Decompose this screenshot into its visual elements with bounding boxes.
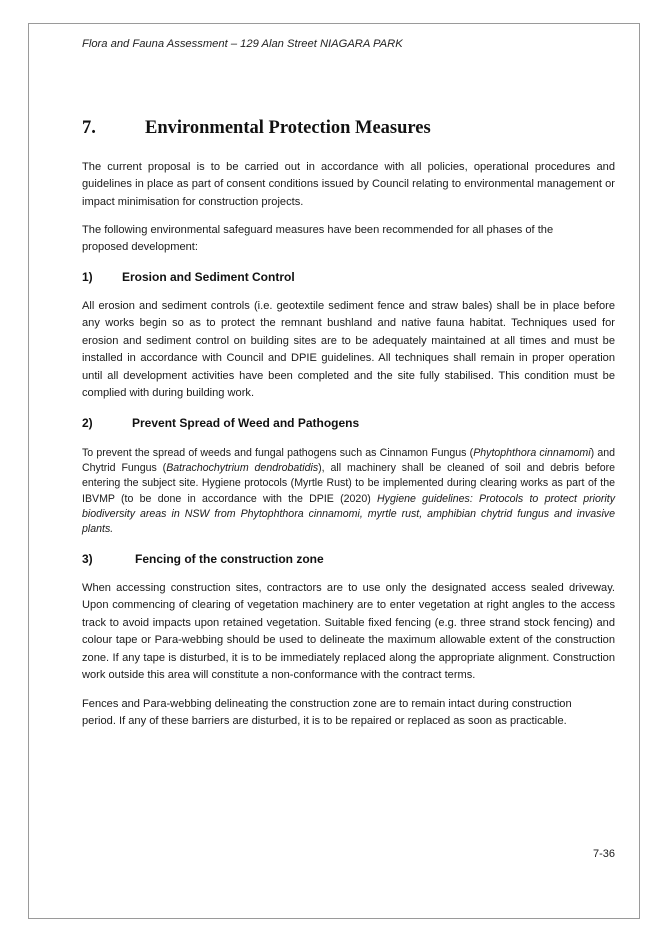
section-title: Environmental Protection Measures: [145, 118, 431, 138]
page-number: 7-36: [592, 848, 615, 860]
subsection-heading-2: [82, 416, 359, 430]
subsection-heading-1: [82, 270, 295, 284]
running-header: Flora and Fauna Assessment – 129 Alan Street NIAGARA PARK: [82, 38, 403, 50]
subsection-title: Fencing of the construction zone: [135, 552, 324, 566]
subsection-number: 3): [82, 552, 93, 566]
subsection-heading-3: [82, 552, 324, 566]
subsection-title: Erosion and Sediment Control: [122, 270, 295, 284]
fencing-paragraph-1: When accessing construction sites, contractors are to use only the designated access sealed driveway. Upon commencing of clearing of vegetation machinery are to enter vegetation at right angles to the access track to avoid impacts upon retained vegetation. Suitable fixed fencing (e.g. three strand stock fencing) and colour tape or Para-webbing should be used to delineate the maximum allowable extent of the construction zone. If any tape is disturbed, it is to be immediately replaced along the appropriate alignment. Construction work outside this area will constitute a non-conformance with the contract terms.: [82, 582, 615, 682]
intro-paragraph-2: The following environmental safeguard measures have been recommended for all phases of the proposed development:: [82, 224, 554, 254]
subsection-number: 2): [82, 416, 93, 430]
subsection-number: 1): [82, 270, 93, 284]
intro-paragraph-1: The current proposal is to be carried out in accordance with all policies, operational procedures and guidelines in place as part of consent conditions issued by Council relating to environmental management or impact minimisation for construction projects.: [82, 161, 615, 208]
weed-paragraph: To prevent the spread of weeds and fungal pathogens such as Cinnamon Fungus (Phytophthora cinnamomi) and Chytrid Fungus (Batrachochytrium dendrobatidis), all machinery shall be cleaned of soil and debris before entering the subject site. Hygiene protocols (Myrtle Rust) to be implemented during clearing works as part of the IBVMP (to be done in accordance with the DPIE (2020) Hygiene guidelines: Protocols to protect priority biodiversity areas in NSW from Phytophthora cinnamomi, myrtle rust, amphibian chytrid fungus and invasive plants.: [82, 447, 615, 536]
erosion-paragraph: All erosion and sediment controls (i.e. geotextile sediment fence and straw bales) shall be in place before any works begin so as to protect the remnant bushland and native fauna habitat. Techniques used for erosion and sediment control on building sites are to be adequately maintained at all times and must be installed in accordance with Council and DPIE guidelines. All techniques shall remain in proper operation until all development activities have been completed and the site fully stabilised. This condition must be complied with during building work.: [82, 300, 615, 400]
section-number: 7.: [82, 118, 96, 138]
fencing-paragraph-2: Fences and Para-webbing delineating the construction zone are to remain intact during construction period. If any of these barriers are disturbed, it is to be repaired or replaced as soon as practicable.: [82, 698, 572, 728]
subsection-title: Prevent Spread of Weed and Pathogens: [132, 416, 360, 430]
section-heading: [82, 118, 431, 139]
